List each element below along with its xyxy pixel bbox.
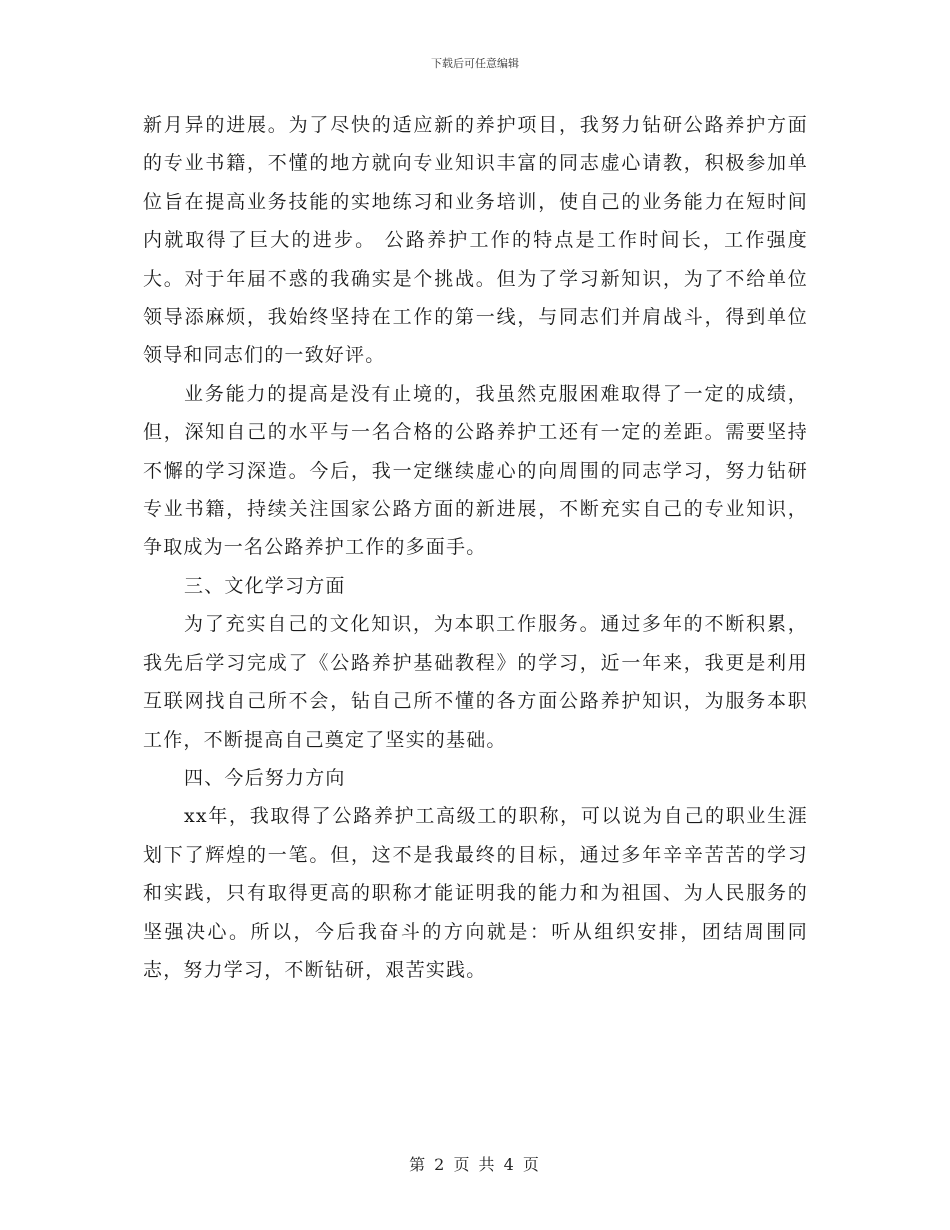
paragraph-business-ability: 业务能力的提高是没有止境的，我虽然克服困难取得了一定的成绩，但，深知自己的水平与一名合格的公路养护工还有一定的差距。需要坚持不懈的学习深造。今后，我一定继续虚心的向周围的同志学习，努力钻研专业书籍，持续关注国家公路方面的新进展，不断充实自己的专业知识，争取成为一名公路养护工作的多面手。 — [143, 382, 808, 559]
section-heading-culture-study: 三、文化学习方面 — [184, 574, 346, 597]
paragraph-culture-study: 为了充实自己的文化知识，为本职工作服务。通过多年的不断积累，我先后学习完成了《公路养护基础教程》的学习，近一年来，我更是利用互联网找自己所不会，钻自己所不懂的各方面公路养护知识，为服务本职工作，不断提高自己奠定了坚实的基础。 — [143, 613, 808, 751]
header-note: 下载后可任意编辑 — [431, 57, 519, 70]
section-heading-future-direction: 四、今后努力方向 — [184, 766, 346, 789]
page-number-footer: 第 2 页 共 4 页 — [409, 1155, 541, 1174]
paragraph-continuation: 新月异的进展。为了尽快的适应新的养护项目，我努力钻研公路养护方面的专业书籍，不懂的地方就向专业知识丰富的同志虚心请教，积极参加单位旨在提高业务技能的实地练习和业务培训，使自己的业务能力在短时间内就取得了巨大的进步。 公路养护工作的特点是工作时间长，工作强度大。对于年届不惑的我确实是个挑战。但为了学习新知识，为了不给单位领导添麻烦，我始终坚持在工作的第一线，与同志们并肩战斗，得到单位领导和同志们的一致好评。 — [143, 114, 808, 367]
paragraph-future-direction: xx年，我取得了公路养护工高级工的职称，可以说为自己的职业生涯划下了辉煌的一笔。但，这不是我最终的目标，通过多年辛辛苦苦的学习和实践，只有取得更高的职称才能证明我的能力和为祖国、为人民服务的坚强决心。所以，今后我奋斗的方向就是：听从组织安排，团结周围同志，努力学习，不断钻研，艰苦实践。 — [143, 805, 808, 981]
document-body — [143, 106, 808, 989]
